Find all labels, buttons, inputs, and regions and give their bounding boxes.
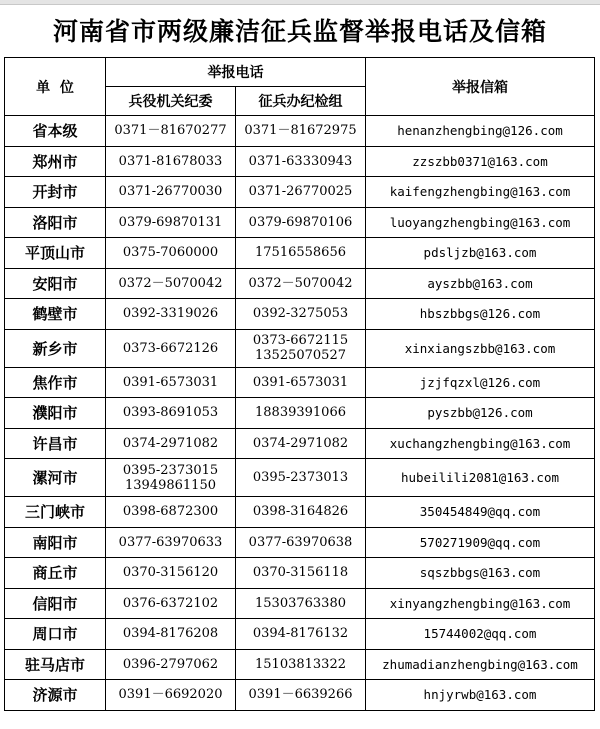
cell-email: luoyangzhengbing@163.com (366, 207, 595, 238)
cell-commission-phone (106, 177, 236, 208)
header-commission: 兵役机关纪委 (106, 87, 236, 116)
header-unit: 单 位 (5, 58, 106, 116)
cell-email: pyszbb@126.com (366, 398, 595, 429)
phone-number: 0391-6573031 (122, 374, 219, 390)
cell-unit: 三门峡市 (5, 497, 106, 528)
header-office: 征兵办纪检组 (236, 87, 366, 116)
phone-number: 0370-3156120 (122, 565, 219, 581)
cell-unit: 南阳市 (5, 527, 106, 558)
phone-number: 0392-3275053 (252, 306, 349, 322)
cell-commission-phone (106, 619, 236, 650)
phone-number: 0379-69870106 (248, 214, 353, 230)
cell-office-phone (236, 146, 366, 177)
cell-unit: 平顶山市 (5, 238, 106, 269)
phone-number: 0371－81672975 (244, 123, 357, 139)
table-row (5, 649, 595, 680)
phone-number: 0371-26770030 (118, 184, 223, 200)
phone-number: 0391-6573031 (252, 374, 349, 390)
cell-office-phone (236, 367, 366, 398)
cell-commission-phone (106, 299, 236, 330)
table-row (5, 459, 595, 497)
cell-email: 15744002@qq.com (366, 619, 595, 650)
table-row (5, 238, 595, 269)
phone-number: 0398-6872300 (122, 504, 219, 520)
phone-number: 0373-6672126 (122, 340, 219, 356)
phone-number: 0394-8176208 (122, 626, 219, 642)
cell-unit: 新乡市 (5, 329, 106, 367)
cell-commission-phone (106, 146, 236, 177)
phone-number: 0377-63970633 (118, 534, 223, 550)
cell-commission-phone (106, 207, 236, 238)
table-row (5, 268, 595, 299)
phone-number: 0379-69870131 (118, 214, 223, 230)
cell-office-phone (236, 329, 366, 367)
phone-number: 0373-6672115 (252, 333, 349, 348)
phone-number: 0398-3164826 (252, 504, 349, 520)
phone-number: 0371－81670277 (114, 123, 227, 139)
phone-number: 0395-2373015 (122, 462, 219, 478)
table-row (5, 497, 595, 528)
cell-email: 350454849@qq.com (366, 497, 595, 528)
table-row (5, 527, 595, 558)
phone-number: 0376-6372102 (122, 595, 219, 611)
cell-email: kaifengzhengbing@163.com (366, 177, 595, 208)
cell-office-phone (236, 558, 366, 589)
cell-email: xuchangzhengbing@163.com (366, 428, 595, 459)
cell-office-phone (236, 299, 366, 330)
cell-office-phone (236, 398, 366, 429)
phone-number: 13949861150 (125, 477, 216, 493)
header-row-1 (5, 58, 595, 87)
cell-commission-phone (106, 428, 236, 459)
cell-unit: 洛阳市 (5, 207, 106, 238)
cell-commission-phone (106, 268, 236, 299)
cell-commission-phone (106, 680, 236, 711)
cell-commission-phone (106, 398, 236, 429)
cell-office-phone (236, 680, 366, 711)
cell-email: sqszbbgs@163.com (366, 558, 595, 589)
phone-number: 0391－6639266 (248, 687, 353, 703)
cell-unit: 信阳市 (5, 588, 106, 619)
cell-email: zzszbb0371@163.com (366, 146, 595, 177)
phone-number: 0374-2971082 (252, 435, 349, 451)
phone-number: 0393-8691053 (122, 405, 219, 421)
cell-office-phone (236, 116, 366, 147)
cell-commission-phone (106, 329, 236, 367)
cell-email: ayszbb@163.com (366, 268, 595, 299)
phone-number: 0392-3319026 (122, 306, 219, 322)
cell-email: henanzhengbing@126.com (366, 116, 595, 147)
cell-unit: 开封市 (5, 177, 106, 208)
cell-commission-phone (106, 116, 236, 147)
table-row (5, 207, 595, 238)
cell-unit: 驻马店市 (5, 649, 106, 680)
table-row (5, 146, 595, 177)
cell-office-phone (236, 527, 366, 558)
cell-unit: 周口市 (5, 619, 106, 650)
phone-number: 0371-63330943 (248, 153, 353, 169)
table-row (5, 619, 595, 650)
cell-unit: 商丘市 (5, 558, 106, 589)
cell-email: jzjfqzxl@126.com (366, 367, 595, 398)
phone-number: 0374-2971082 (122, 435, 219, 451)
cell-office-phone (236, 428, 366, 459)
cell-commission-phone (106, 558, 236, 589)
page-title: 河南省市两级廉洁征兵监督举报电话及信箱 (52, 17, 547, 46)
phone-number: 0395-2373013 (252, 470, 349, 485)
cell-email: hubeilili2081@163.com (366, 459, 595, 497)
cell-commission-phone (106, 367, 236, 398)
cell-unit: 省本级 (5, 116, 106, 147)
cell-email: zhumadianzhengbing@163.com (366, 649, 595, 680)
cell-office-phone (236, 588, 366, 619)
cell-email: 570271909@qq.com (366, 527, 595, 558)
cell-office-phone (236, 649, 366, 680)
phone-number: 15303763380 (255, 595, 346, 611)
phone-number: 0371-26770025 (248, 184, 353, 200)
cell-unit: 许昌市 (5, 428, 106, 459)
table-row (5, 367, 595, 398)
phone-number: 13525070527 (255, 348, 346, 363)
cell-office-phone (236, 238, 366, 269)
table-body (5, 58, 595, 711)
cell-office-phone (236, 497, 366, 528)
phone-number: 0371-81678033 (118, 153, 223, 169)
cell-email: pdsljzb@163.com (366, 238, 595, 269)
phone-number: 0377-63970638 (248, 534, 353, 550)
header-phone-group: 举报电话 (106, 58, 366, 87)
cell-office-phone (236, 619, 366, 650)
cell-email: hnjyrwb@163.com (366, 680, 595, 711)
phone-number: 0372－5070042 (118, 275, 223, 291)
cell-office-phone (236, 268, 366, 299)
cell-unit: 濮阳市 (5, 398, 106, 429)
cell-email: xinyangzhengbing@163.com (366, 588, 595, 619)
cell-office-phone (236, 177, 366, 208)
phone-number: 17516558656 (255, 245, 346, 261)
table-row (5, 299, 595, 330)
cell-unit: 安阳市 (5, 268, 106, 299)
cell-email: hbszbbgs@126.com (366, 299, 595, 330)
table-row (5, 558, 595, 589)
cell-commission-phone (106, 588, 236, 619)
table-row (5, 428, 595, 459)
table-row (5, 177, 595, 208)
cell-unit: 漯河市 (5, 459, 106, 497)
table-row (5, 680, 595, 711)
table-row (5, 398, 595, 429)
cell-unit: 济源市 (5, 680, 106, 711)
cell-commission-phone (106, 649, 236, 680)
phone-number: 0375-7060000 (122, 245, 219, 261)
cell-office-phone (236, 207, 366, 238)
phone-number: 0372－5070042 (248, 275, 353, 291)
phone-number: 0370-3156118 (252, 565, 349, 581)
cell-commission-phone (106, 527, 236, 558)
report-contact-table (4, 57, 595, 711)
phone-number: 0391－6692020 (118, 687, 223, 703)
table-row (5, 329, 595, 367)
cell-unit: 郑州市 (5, 146, 106, 177)
cell-office-phone (236, 459, 366, 497)
cell-commission-phone (106, 459, 236, 497)
table-row (5, 588, 595, 619)
table-row (5, 116, 595, 147)
cell-commission-phone (106, 238, 236, 269)
cell-unit: 鹤壁市 (5, 299, 106, 330)
phone-number: 18839391066 (255, 405, 346, 421)
header-email: 举报信箱 (366, 58, 595, 116)
phone-number: 0394-8176132 (252, 626, 349, 642)
cell-commission-phone (106, 497, 236, 528)
cell-email: xinxiangszbb@163.com (366, 329, 595, 367)
cell-unit: 焦作市 (5, 367, 106, 398)
phone-number: 0396-2797062 (122, 656, 219, 672)
phone-number: 15103813322 (255, 656, 346, 672)
sheet-column-header-strip (0, 0, 600, 5)
